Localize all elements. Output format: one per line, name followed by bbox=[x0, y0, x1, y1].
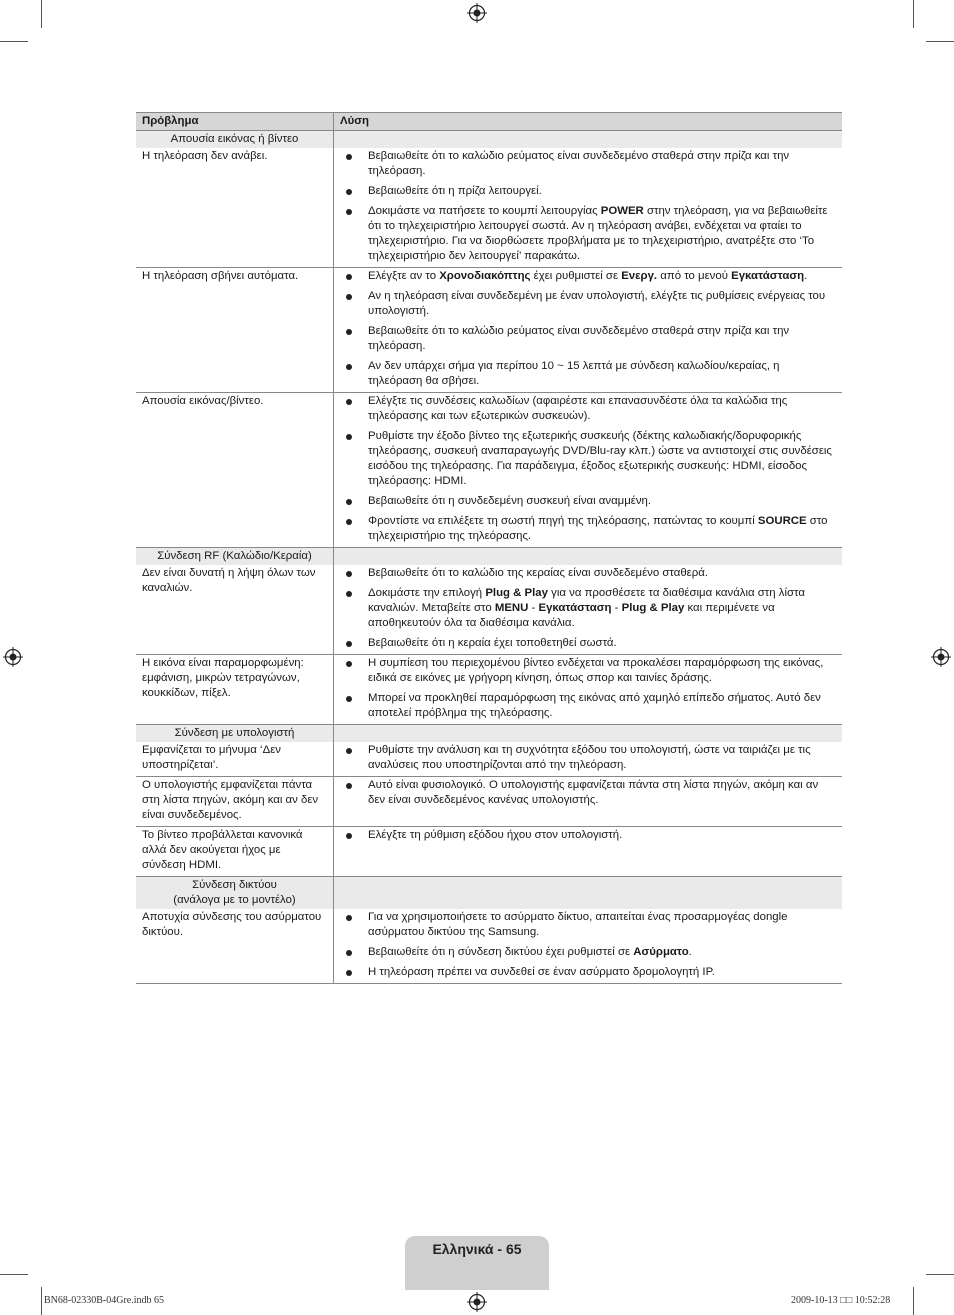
solution-item: Αυτό είναι φυσιολογικό. Ο υπολογιστής εμφανίζεται πάντα στη λίστα πηγών, ακόμη και αν δεν είναι συνδεδεμένος κανένας υπολογιστής. bbox=[340, 778, 834, 808]
crop-mark bbox=[926, 1274, 954, 1275]
solution-item: Ρυθμίστε την έξοδο βίντεο της εξωτερικής συσκευής (δέκτης καλωδιακής/δορυφορικής τηλεόρασης, συσκευή αναπαραγωγής DVD/Blu-ray κλπ.) ώστε να αντιστοιχεί στις συνδέσεις εισόδου της τηλεόρασης. Για παράδειγμα, έξοδος εξωτερικής συσκευής: HDMI, είσοδος τηλεόρασης: HDMI. bbox=[340, 429, 834, 489]
problem-cell: Η τηλεόραση δεν ανάβει. bbox=[136, 148, 334, 268]
bold-term: Ενεργ. bbox=[621, 270, 658, 282]
solution-item: Βεβαιωθείτε ότι η σύνδεση δικτύου έχει ρυθμιστεί σε Ασύρματο. bbox=[340, 945, 834, 960]
solution-item: Ελέγξτε αν το Χρονοδιακόπτης έχει ρυθμιστεί σε Ενεργ. από το μενού Εγκατάσταση. bbox=[340, 269, 834, 284]
bold-term: Ασύρματο bbox=[633, 946, 689, 958]
section-empty-cell bbox=[334, 877, 843, 910]
section-empty-cell bbox=[334, 725, 843, 743]
solution-item: Μπορεί να προκληθεί παραμόρφωση της εικόνας από χαμηλό επίπεδο σήματος. Αυτό δεν αποτελεί πρόβλημα της τηλεόρασης. bbox=[340, 691, 834, 721]
solution-item: Ελέγξτε τη ρύθμιση εξόδου ήχου στον υπολογιστή. bbox=[340, 828, 834, 843]
solution-item: Δοκιμάστε να πατήσετε το κουμπί λειτουργίας POWER στην τηλεόραση, για να βεβαιωθείτε ότι το τηλεχειριστήριο λειτουργεί σωστά. Αν η τηλεόραση ανάβει, ενδέχεται να φταίει το τηλεχειριστήριο. Για να διορθώσετε προβλήματα με το τηλεχειριστήριο, ανατρέξτε στο ‘Το τηλεχειριστήριο δεν λειτουργεί’ παρακάτω. bbox=[340, 204, 834, 264]
troubleshooting-table bbox=[136, 112, 842, 984]
solution-item: Για να χρησιμοποιήσετε το ασύρματο δίκτυο, απαιτείται ένας προσαρμογέας dongle ασύρματου δικτύου της Samsung. bbox=[340, 910, 834, 940]
table-row bbox=[136, 742, 842, 777]
solution-cell bbox=[334, 268, 843, 393]
solution-list bbox=[340, 743, 834, 773]
crop-mark bbox=[41, 0, 42, 28]
registration-mark-icon bbox=[931, 647, 951, 667]
bold-term: POWER bbox=[600, 205, 644, 217]
solution-cell bbox=[334, 777, 843, 827]
page-number: Ελληνικά - 65 bbox=[432, 1241, 522, 1257]
table-row bbox=[136, 565, 842, 655]
section-title: Σύνδεση δικτύου (ανάλογα με το μοντέλο) bbox=[136, 877, 334, 910]
table-row bbox=[136, 827, 842, 877]
table-row bbox=[136, 777, 842, 827]
solution-item: Βεβαιωθείτε ότι η συνδεδεμένη συσκευή είναι αναμμένη. bbox=[340, 494, 834, 509]
crop-mark bbox=[0, 41, 28, 42]
table-row bbox=[136, 393, 842, 548]
solution-cell bbox=[334, 655, 843, 725]
table-body bbox=[136, 131, 842, 984]
solution-item: Ρυθμίστε την ανάλυση και τη συχνότητα εξόδου του υπολογιστή, ώστε να ταιριάζει με τις αναλύσεις που υποστηρίζονται από την τηλεόραση. bbox=[340, 743, 834, 773]
solution-list bbox=[340, 269, 834, 389]
solution-item: Βεβαιωθείτε ότι το καλώδιο ρεύματος είναι συνδεδεμένο σταθερά στην πρίζα και την τηλεόραση. bbox=[340, 149, 834, 179]
section-empty-cell bbox=[334, 548, 843, 566]
problem-cell: Η εικόνα είναι παραμορφωμένη: εμφάνιση, μικρών τετραγώνων, κουκκίδων, πίξελ. bbox=[136, 655, 334, 725]
solution-cell bbox=[334, 565, 843, 655]
solution-list bbox=[340, 778, 834, 808]
bold-term: Εγκατάσταση bbox=[538, 602, 612, 614]
table-row bbox=[136, 655, 842, 725]
problem-cell: Εμφανίζεται το μήνυμα ‘Δεν υποστηρίζεται’. bbox=[136, 742, 334, 777]
table-header-row bbox=[136, 113, 842, 131]
problem-cell: Δεν είναι δυνατή η λήψη όλων των καναλιών. bbox=[136, 565, 334, 655]
bold-term: Χρονοδιακόπτης bbox=[439, 270, 531, 282]
solution-list bbox=[340, 828, 834, 843]
section-header-row bbox=[136, 548, 842, 566]
registration-mark-icon bbox=[467, 1292, 487, 1312]
solution-item: Βεβαιωθείτε ότι η πρίζα λειτουργεί. bbox=[340, 184, 834, 199]
section-title: Απουσία εικόνας ή βίντεο bbox=[136, 131, 334, 149]
crop-mark bbox=[913, 0, 914, 28]
solution-list bbox=[340, 566, 834, 651]
bold-term: Plug & Play bbox=[621, 602, 685, 614]
section-header-row bbox=[136, 725, 842, 743]
column-header-solution: Λύση bbox=[334, 113, 843, 131]
section-header-row bbox=[136, 877, 842, 910]
problem-cell: Αποτυχία σύνδεσης του ασύρματου δικτύου. bbox=[136, 909, 334, 984]
bold-term: MENU bbox=[494, 602, 529, 614]
solution-cell bbox=[334, 742, 843, 777]
solution-cell bbox=[334, 909, 843, 984]
problem-cell: Ο υπολογιστής εμφανίζεται πάντα στη λίστα πηγών, ακόμη και αν δεν είναι συνδεδεμένος. bbox=[136, 777, 334, 827]
footer-file-info: BN68-02330B-04Gre.indb 65 bbox=[44, 1295, 164, 1306]
section-empty-cell bbox=[334, 131, 843, 149]
crop-mark bbox=[913, 1287, 914, 1315]
bold-term: Εγκατάσταση bbox=[731, 270, 805, 282]
footer-timestamp: 2009-10-13 □□ 10:52:28 bbox=[791, 1295, 891, 1306]
registration-mark-icon bbox=[3, 647, 23, 667]
solution-item: Δοκιμάστε την επιλογή Plug & Play για να προσθέσετε τα διαθέσιμα κανάλια στη λίστα καναλιών. Μεταβείτε στο MENU - Εγκατάσταση - Plug & Play και περιμένετε να αποθηκευτούν όλα τα διαθέσιμα κανάλια. bbox=[340, 586, 834, 631]
solution-item: Αν η τηλεόραση είναι συνδεδεμένη με έναν υπολογιστή, ελέγξτε τις ρυθμίσεις ενέργειας του υπολογιστή. bbox=[340, 289, 834, 319]
section-title: Σύνδεση RF (Καλώδιο/Κεραία) bbox=[136, 548, 334, 566]
solution-list bbox=[340, 149, 834, 264]
registration-mark-icon bbox=[467, 3, 487, 23]
column-header-problem: Πρόβλημα bbox=[136, 113, 334, 131]
solution-cell bbox=[334, 148, 843, 268]
solution-list bbox=[340, 394, 834, 544]
section-header-row bbox=[136, 131, 842, 149]
problem-cell: Το βίντεο προβάλλεται κανονικά αλλά δεν ακούγεται ήχος με σύνδεση HDMI. bbox=[136, 827, 334, 877]
solution-item: Η συμπίεση του περιεχομένου βίντεο ενδέχεται να προκαλέσει παραμόρφωση της εικόνας, ειδικά σε εικόνες με γρήγορη κίνηση, όπως σπορ και ταινίες δράσης. bbox=[340, 656, 834, 686]
solution-item: Η τηλεόραση πρέπει να συνδεθεί σε έναν ασύρματο δρομολογητή IP. bbox=[340, 965, 834, 980]
crop-mark bbox=[0, 1274, 28, 1275]
table-row bbox=[136, 268, 842, 393]
solution-list bbox=[340, 910, 834, 980]
solution-item: Βεβαιωθείτε ότι το καλώδιο ρεύματος είναι συνδεδεμένο σταθερά στην πρίζα και την τηλεόραση. bbox=[340, 324, 834, 354]
problem-cell: Απουσία εικόνας/βίντεο. bbox=[136, 393, 334, 548]
table-row bbox=[136, 909, 842, 984]
table-row bbox=[136, 148, 842, 268]
solution-list bbox=[340, 656, 834, 721]
solution-item: Βεβαιωθείτε ότι το καλώδιο της κεραίας είναι συνδεδεμένο σταθερά. bbox=[340, 566, 834, 581]
bold-term: Plug & Play bbox=[485, 587, 548, 599]
solution-cell bbox=[334, 827, 843, 877]
problem-cell: Η τηλεόραση σβήνει αυτόματα. bbox=[136, 268, 334, 393]
solution-item: Φροντίστε να επιλέξετε τη σωστή πηγή της τηλεόρασης, πατώντας το κουμπί SOURCE στο τηλεχειριστήριο της τηλεόρασης. bbox=[340, 514, 834, 544]
solution-item: Ελέγξτε τις συνδέσεις καλωδίων (αφαιρέστε και επανασυνδέστε όλα τα καλώδια της τηλεόρασης και των εξωτερικών συσκευών). bbox=[340, 394, 834, 424]
crop-mark bbox=[41, 1287, 42, 1315]
solution-cell bbox=[334, 393, 843, 548]
section-title: Σύνδεση με υπολογιστή bbox=[136, 725, 334, 743]
crop-mark bbox=[926, 41, 954, 42]
solution-item: Αν δεν υπάρχει σήμα για περίπου 10 ~ 15 λεπτά με σύνδεση καλωδίου/κεραίας, η τηλεόραση θα σβήσει. bbox=[340, 359, 834, 389]
bold-term: SOURCE bbox=[757, 515, 807, 527]
solution-item: Βεβαιωθείτε ότι η κεραία έχει τοποθετηθεί σωστά. bbox=[340, 636, 834, 651]
